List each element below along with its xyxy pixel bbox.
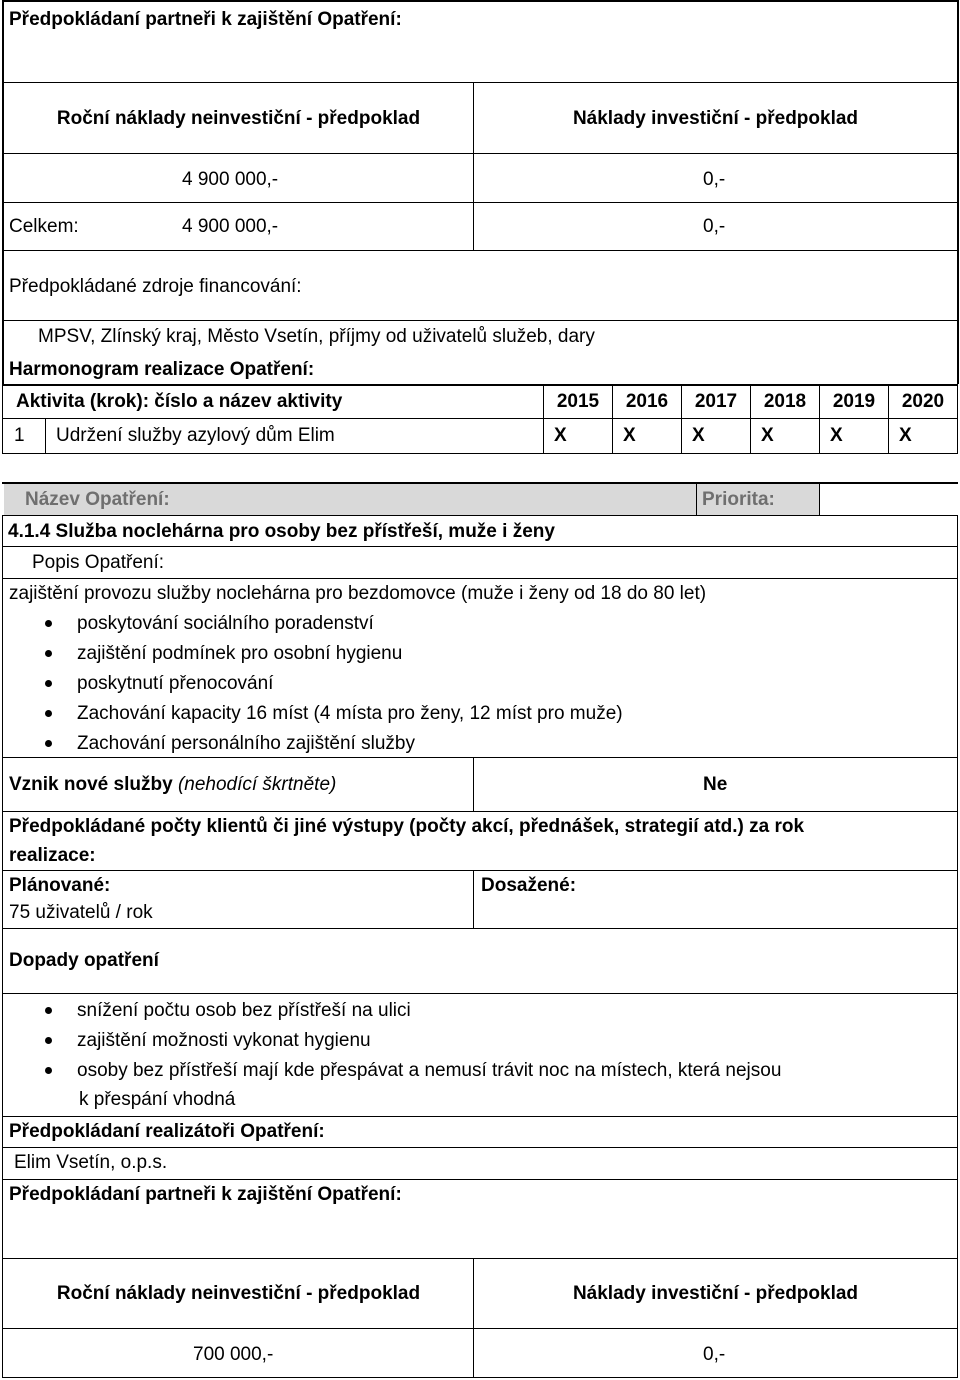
description-label: Popis Opatření: [32, 552, 165, 573]
schedule-mark: X [830, 425, 843, 446]
border [2, 82, 958, 83]
schedule-mark: X [761, 425, 774, 446]
schedule-label: Harmonogram realizace Opatření: [9, 359, 315, 380]
description-text: zajištění provozu služby noclehárna pro bezdomovce (muže i ženy od 18 do 80 let) [9, 583, 707, 604]
border [2, 578, 958, 579]
border [2, 0, 958, 2]
border [957, 0, 959, 384]
border [2, 870, 958, 871]
border [2, 320, 958, 321]
border [957, 384, 958, 454]
total-invest-value: 0,- [703, 216, 726, 237]
bullet-icon [45, 1037, 52, 1044]
bullet-icon [45, 680, 52, 687]
measure-title: 4.1.4 Služba noclehárna pro osoby bez přístřeší, muže i ženy [8, 521, 555, 542]
list-item: poskytnutí přenocování [77, 673, 274, 694]
border [2, 418, 958, 419]
border [957, 515, 958, 1377]
border [2, 515, 958, 516]
bullet-icon [45, 1067, 52, 1074]
noninvest-cost-header: Roční náklady neinvestiční - předpoklad [56, 1283, 421, 1304]
invest-cost-value: 0,- [703, 1344, 726, 1365]
funding-sources: MPSV, Zlínský kraj, Město Vsetín, příjmy od uživatelů služeb, dary [38, 326, 595, 347]
border [2, 811, 958, 812]
invest-cost-header: Náklady investiční - předpoklad [572, 108, 859, 129]
bullet-icon [45, 1007, 52, 1014]
border [2, 482, 958, 484]
achieved-label: Dosažené: [481, 875, 577, 896]
list-item-cont: k přespání vhodná [79, 1089, 236, 1110]
border [2, 384, 3, 454]
year-header: 2016 [625, 391, 669, 412]
list-item: Zachování kapacity 16 míst (4 místa pro ženy, 12 míst pro muže) [77, 703, 623, 724]
schedule-mark: X [899, 425, 912, 446]
total-label: Celkem: [9, 216, 79, 237]
year-header: 2017 [694, 391, 738, 412]
bullet-icon [45, 650, 52, 657]
border [473, 1258, 474, 1378]
activity-number: 1 [14, 425, 25, 446]
implementers-value: Elim Vsetín, o.p.s. [14, 1152, 168, 1173]
new-service-value: Ne [703, 774, 728, 795]
implementers-label: Předpokládaní realizátoři Opatření: [9, 1121, 325, 1142]
border [2, 384, 958, 386]
noninvest-cost-value: 4 900 000,- [182, 169, 279, 190]
list-item: osoby bez přístřeší mají kde přespávat a nemusí trávit noc na místech, která nejsou [77, 1060, 782, 1081]
activity-name: Udržení služby azylový dům Elim [56, 425, 335, 446]
border [2, 453, 958, 454]
border [696, 482, 697, 516]
noninvest-cost-header: Roční náklady neinvestiční - předpoklad [56, 108, 421, 129]
planned-label: Plánované: [9, 875, 111, 896]
partners-label: Předpokládaní partneři k zajištění Opatření: [9, 1184, 402, 1205]
border [2, 202, 958, 203]
bullet-icon [45, 740, 52, 747]
outputs-label: Předpokládané počty klientů či jiné výstupy (počty akcí, přednášek, strategií atd.) za rok [9, 816, 805, 837]
year-header: 2019 [832, 391, 876, 412]
border [2, 0, 4, 384]
border [819, 482, 820, 516]
border [473, 870, 474, 928]
partners-label: Předpokládaní partneři k zajištění Opatření: [9, 9, 402, 30]
border [2, 515, 3, 1377]
border [2, 1116, 958, 1117]
border [2, 250, 958, 251]
border [45, 418, 46, 453]
border [2, 546, 958, 547]
border [2, 993, 958, 994]
schedule-mark: X [554, 425, 567, 446]
total-noninvest-value: 4 900 000,- [182, 216, 279, 237]
schedule-mark: X [623, 425, 636, 446]
outputs-label-cont: realizace: [9, 845, 96, 866]
list-item: zajištění možnosti vykonat hygienu [77, 1030, 371, 1051]
list-item: poskytování sociálního poradenství [77, 613, 374, 634]
year-header: 2018 [763, 391, 807, 412]
invest-cost-value: 0,- [703, 169, 726, 190]
measure-name-label: Název Opatření: [25, 489, 170, 510]
border [2, 1258, 958, 1259]
planned-value: 75 uživatelů / rok [9, 902, 153, 923]
new-service-hint: (nehodící škrtněte) [177, 774, 337, 795]
border [2, 1377, 958, 1378]
activity-header: Aktivita (krok): číslo a název aktivity [16, 391, 343, 412]
list-item: Zachování personálního zajištění služby [77, 733, 415, 754]
list-item: snížení počtu osob bez přístřeší na ulici [77, 1000, 411, 1021]
year-header: 2020 [901, 391, 945, 412]
border [2, 757, 958, 758]
bullet-icon [45, 620, 52, 627]
border [2, 1147, 958, 1148]
funding-label: Předpokládané zdroje financování: [9, 276, 302, 297]
border [2, 153, 958, 154]
impacts-label: Dopady opatření [9, 950, 159, 971]
new-service-label [9, 773, 336, 797]
border [473, 757, 474, 811]
list-item: zajištění podmínek pro osobní hygienu [77, 643, 403, 664]
priority-label: Priorita: [702, 489, 775, 510]
border [2, 928, 958, 929]
invest-cost-header: Náklady investiční - předpoklad [572, 1283, 859, 1304]
schedule-mark: X [692, 425, 705, 446]
year-header: 2015 [556, 391, 600, 412]
border [2, 1328, 958, 1329]
noninvest-cost-value: 700 000,- [193, 1344, 274, 1365]
new-service-label-text: Vznik nové služby [9, 774, 173, 795]
border [2, 1179, 958, 1180]
bullet-icon [45, 710, 52, 717]
